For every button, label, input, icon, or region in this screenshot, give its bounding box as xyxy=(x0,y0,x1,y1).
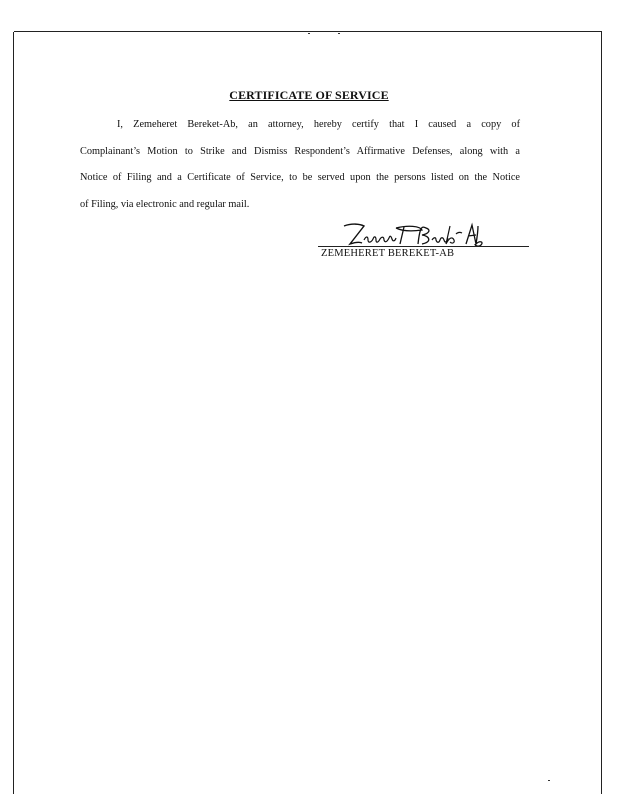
scan-speck xyxy=(548,780,550,781)
scan-border-left xyxy=(13,32,14,794)
signature-line xyxy=(318,246,529,247)
scan-speck xyxy=(308,33,310,34)
paragraph-line: of Filing, via electronic and regular mail. xyxy=(80,198,250,210)
scan-border-right xyxy=(601,32,602,794)
signature-block xyxy=(318,218,530,268)
paragraph-line: I, Zemeheret Bereket-Ab, an attorney, hereby certify that I caused a copy of xyxy=(117,119,520,130)
scan-speck xyxy=(338,33,340,34)
paragraph-line: Notice of Filing and a Certificate of Service, to be served upon the persons listed on the Notice xyxy=(80,172,520,183)
scan-border-top xyxy=(14,31,602,32)
document-title: CERTIFICATE OF SERVICE xyxy=(229,88,389,102)
signer-name: ZEMEHERET BEREKET-AB xyxy=(321,248,455,259)
paragraph-line: Complainant’s Motion to Strike and Dismiss Respondent’s Affirmative Defenses, along with a xyxy=(80,145,520,157)
certification-paragraph xyxy=(80,112,520,218)
